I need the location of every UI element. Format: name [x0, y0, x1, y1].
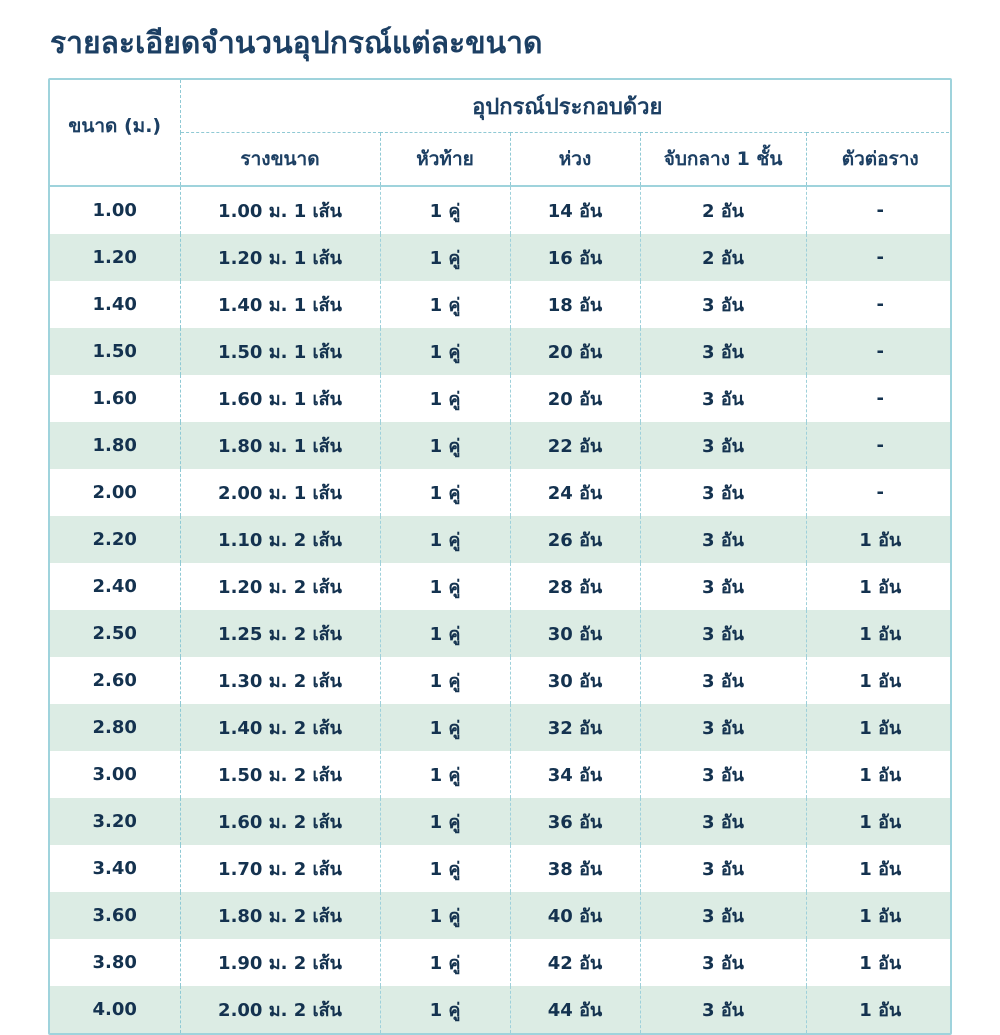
cell-connector: 1 อัน [806, 798, 952, 845]
cell-connector: 1 อัน [859, 765, 902, 786]
table-row [50, 469, 952, 516]
cell-size: 1.40 [50, 281, 180, 328]
cell-connector: 1 อัน [859, 577, 902, 598]
cell-endcap: 1 คู่ [380, 986, 510, 1033]
cell-ring: 34 อัน [510, 751, 640, 798]
cell-connector: 1 อัน [806, 516, 952, 563]
cell-size: 1.60 [50, 375, 180, 422]
cell-size: 3.20 [50, 798, 180, 845]
cell-rail: 1.10 ม. 2 เส้น [180, 516, 380, 563]
cell-rail: 1.20 ม. 2 เส้น [180, 563, 380, 610]
cell-midbracket: 3 อัน [640, 657, 806, 704]
cell-size: 4.00 [50, 986, 180, 1033]
cell-endcap: 1 คู่ [380, 469, 510, 516]
cell-connector: - [876, 482, 884, 503]
cell-ring: 16 อัน [510, 234, 640, 281]
cell-rail: 1.00 ม. 1 เส้น [180, 186, 380, 234]
cell-size: 1.00 [50, 186, 180, 234]
table-row [50, 563, 952, 610]
cell-rail: 1.80 ม. 2 เส้น [180, 892, 380, 939]
table-row [50, 798, 952, 845]
cell-connector: - [806, 234, 952, 281]
cell-ring: 18 อัน [510, 281, 640, 328]
cell-ring: 32 อัน [510, 704, 640, 751]
cell-rail: 1.60 ม. 1 เส้น [180, 375, 380, 422]
cell-rail: 1.25 ม. 2 เส้น [180, 610, 380, 657]
header-row-sub [50, 133, 952, 187]
cell-size: 2.20 [50, 516, 180, 563]
cell-endcap: 1 คู่ [380, 704, 510, 751]
cell-rail: 1.20 ม. 1 เส้น [180, 234, 380, 281]
cell-size: 2.80 [50, 704, 180, 751]
cell-size: 1.20 [50, 234, 180, 281]
table-row [50, 375, 952, 422]
cell-size: 2.40 [50, 563, 180, 610]
cell-midbracket: 3 อัน [640, 281, 806, 328]
cell-rail: 1.40 ม. 1 เส้น [180, 281, 380, 328]
cell-ring: 42 อัน [510, 939, 640, 986]
cell-rail: 1.50 ม. 2 เส้น [180, 751, 380, 798]
cell-size: 3.40 [50, 845, 180, 892]
cell-ring: 28 อัน [510, 563, 640, 610]
cell-connector: 1 อัน [806, 704, 952, 751]
cell-midbracket: 3 อัน [640, 375, 806, 422]
table-row [50, 939, 952, 986]
table-row [50, 328, 952, 375]
cell-midbracket: 3 อัน [640, 751, 806, 798]
cell-size: 1.80 [50, 422, 180, 469]
table-row [50, 657, 952, 704]
cell-endcap: 1 คู่ [380, 186, 510, 234]
cell-endcap: 1 คู่ [380, 516, 510, 563]
cell-endcap: 1 คู่ [380, 845, 510, 892]
cell-endcap: 1 คู่ [380, 563, 510, 610]
cell-ring: 24 อัน [510, 469, 640, 516]
cell-rail: 1.50 ม. 1 เส้น [180, 328, 380, 375]
cell-connector: - [806, 328, 952, 375]
cell-midbracket: 3 อัน [640, 798, 806, 845]
cell-ring: 26 อัน [510, 516, 640, 563]
header-cell-group: อุปกรณ์ประกอบด้วย [180, 80, 952, 133]
cell-endcap: 1 คู่ [380, 281, 510, 328]
cell-connector: - [876, 294, 884, 315]
cell-rail: 1.40 ม. 2 เส้น [180, 704, 380, 751]
cell-connector: - [876, 388, 884, 409]
cell-midbracket: 3 อัน [640, 469, 806, 516]
cell-endcap: 1 คู่ [380, 422, 510, 469]
cell-size: 3.60 [50, 892, 180, 939]
cell-connector: 1 อัน [806, 892, 952, 939]
cell-endcap: 1 คู่ [380, 328, 510, 375]
table-row [50, 892, 952, 939]
cell-connector: 1 อัน [806, 986, 952, 1033]
cell-size: 2.60 [50, 657, 180, 704]
cell-midbracket: 2 อัน [640, 186, 806, 234]
cell-connector: 1 อัน [806, 610, 952, 657]
cell-endcap: 1 คู่ [380, 234, 510, 281]
header-cell-rail: รางขนาด [180, 133, 380, 187]
spec-table [50, 80, 952, 1033]
cell-rail: 1.60 ม. 2 เส้น [180, 798, 380, 845]
cell-size: 3.00 [50, 751, 180, 798]
table-row [50, 281, 952, 328]
cell-ring: 36 อัน [510, 798, 640, 845]
header-cell-midbracket: จับกลาง 1 ชั้น [640, 133, 806, 187]
header-row-group [50, 80, 952, 133]
cell-midbracket: 3 อัน [640, 610, 806, 657]
cell-rail: 2.00 ม. 2 เส้น [180, 986, 380, 1033]
cell-endcap: 1 คู่ [380, 751, 510, 798]
cell-midbracket: 3 อัน [640, 986, 806, 1033]
cell-rail: 2.00 ม. 1 เส้น [180, 469, 380, 516]
cell-midbracket: 3 อัน [640, 422, 806, 469]
cell-ring: 20 อัน [510, 375, 640, 422]
cell-endcap: 1 คู่ [380, 375, 510, 422]
cell-rail: 1.80 ม. 1 เส้น [180, 422, 380, 469]
cell-size: 2.50 [50, 610, 180, 657]
table-row [50, 704, 952, 751]
cell-rail: 1.70 ม. 2 เส้น [180, 845, 380, 892]
cell-ring: 20 อัน [510, 328, 640, 375]
cell-ring: 14 อัน [510, 186, 640, 234]
cell-connector: 1 อัน [859, 671, 902, 692]
cell-ring: 40 อัน [510, 892, 640, 939]
cell-endcap: 1 คู่ [380, 798, 510, 845]
cell-ring: 30 อัน [510, 657, 640, 704]
cell-midbracket: 3 อัน [640, 516, 806, 563]
cell-rail: 1.30 ม. 2 เส้น [180, 657, 380, 704]
header-cell-endcap: หัวท้าย [380, 133, 510, 187]
cell-connector: 1 อัน [859, 859, 902, 880]
header-cell-size: ขนาด (ม.) [50, 80, 180, 186]
table-row [50, 845, 952, 892]
header-cell-ring: ห่วง [510, 133, 640, 187]
cell-midbracket: 3 อัน [640, 845, 806, 892]
table-row [50, 610, 952, 657]
cell-midbracket: 3 อัน [640, 328, 806, 375]
table-row [50, 516, 952, 563]
cell-ring: 22 อัน [510, 422, 640, 469]
table-body [50, 186, 952, 1033]
cell-size: 1.50 [50, 328, 180, 375]
cell-ring: 44 อัน [510, 986, 640, 1033]
page-title: รายละเอียดจำนวนอุปกรณ์แต่ละขนาด [50, 26, 543, 61]
cell-connector: - [806, 422, 952, 469]
table-row [50, 986, 952, 1033]
table-row [50, 422, 952, 469]
cell-endcap: 1 คู่ [380, 939, 510, 986]
table-row [50, 186, 952, 234]
cell-endcap: 1 คู่ [380, 610, 510, 657]
cell-connector: - [876, 200, 884, 221]
cell-rail: 1.90 ม. 2 เส้น [180, 939, 380, 986]
cell-size: 3.80 [50, 939, 180, 986]
cell-midbracket: 3 อัน [640, 939, 806, 986]
cell-midbracket: 3 อัน [640, 892, 806, 939]
cell-endcap: 1 คู่ [380, 892, 510, 939]
header-cell-connector: ตัวต่อราง [806, 133, 952, 187]
cell-connector: 1 อัน [859, 953, 902, 974]
cell-midbracket: 3 อัน [640, 704, 806, 751]
table-row [50, 234, 952, 281]
cell-endcap: 1 คู่ [380, 657, 510, 704]
cell-size: 2.00 [50, 469, 180, 516]
cell-midbracket: 3 อัน [640, 563, 806, 610]
cell-ring: 30 อัน [510, 610, 640, 657]
spec-table-container [48, 78, 952, 1035]
table-row [50, 751, 952, 798]
cell-ring: 38 อัน [510, 845, 640, 892]
table-header [50, 80, 952, 186]
cell-midbracket: 2 อัน [640, 234, 806, 281]
